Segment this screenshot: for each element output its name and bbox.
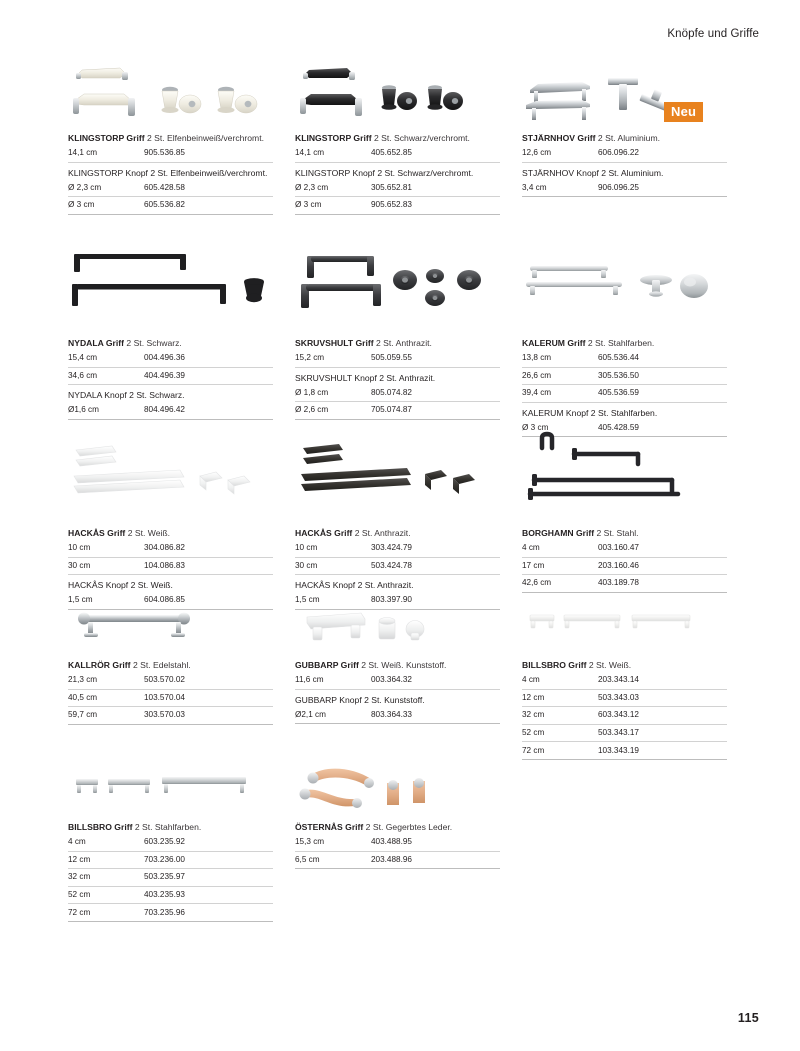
table-row[interactable]: 72 cm 103.343.19 bbox=[522, 742, 727, 760]
product-image-billsbro-stahlfarben bbox=[68, 757, 273, 819]
table-row[interactable]: 40,5 cm 103.570.04 bbox=[68, 690, 273, 708]
table-row[interactable]: 3,4 cm 906.096.25 bbox=[522, 180, 727, 198]
page-number: 115 bbox=[737, 1011, 759, 1025]
product-name: HACKÅS Knopf 2 St. Anthrazit. bbox=[295, 580, 414, 591]
variant-table bbox=[295, 834, 500, 869]
table-row[interactable]: Ø1,6 cm 804.496.42 bbox=[68, 402, 273, 420]
product-name: KLINGSTORP Knopf 2 St. Elfenbeinweiß/verchromt. bbox=[68, 167, 268, 178]
variant-table bbox=[295, 385, 500, 420]
table-row[interactable]: Ø 2,3 cm 305.652.81 bbox=[295, 180, 500, 198]
product-name: STJÄRNHOV Griff 2 St. Aluminium. bbox=[522, 133, 661, 143]
table-row[interactable]: Ø 2,3 cm 605.428.58 bbox=[68, 180, 273, 198]
table-row[interactable]: 72 cm 703.235.96 bbox=[68, 904, 273, 922]
product-block-skruvshult[interactable] bbox=[295, 240, 500, 420]
product-image-kallror bbox=[68, 595, 273, 657]
table-row[interactable]: 4 cm 203.343.14 bbox=[522, 672, 727, 690]
product-block-kallror[interactable] bbox=[68, 595, 273, 725]
product-image-nydala bbox=[68, 240, 273, 335]
table-row[interactable]: 17 cm 203.160.46 bbox=[522, 558, 727, 576]
table-row[interactable]: Ø 3 cm 905.652.83 bbox=[295, 197, 500, 215]
product-image-hackas-weiss bbox=[68, 430, 273, 525]
variant-table bbox=[522, 145, 727, 163]
product-name: BORGHAMN Griff 2 St. Stahl. bbox=[522, 528, 639, 538]
table-row[interactable]: 59,7 cm 303.570.03 bbox=[68, 707, 273, 725]
product-name: KALERUM Knopf 2 St. Stahlfarben. bbox=[522, 407, 658, 418]
product-block-kalerum[interactable] bbox=[522, 240, 727, 437]
product-name: NYDALA Knopf 2 St. Schwarz. bbox=[68, 390, 185, 401]
product-block-klingstorp-elfenbeinweiss[interactable] bbox=[68, 58, 273, 215]
table-row[interactable]: 13,8 cm 605.536.44 bbox=[522, 350, 727, 368]
variant-table bbox=[295, 707, 500, 725]
table-row[interactable]: 4 cm 003.160.47 bbox=[522, 540, 727, 558]
product-name: BILLSBRO Griff 2 St. Stahlfarben. bbox=[68, 822, 202, 832]
product-name: KALERUM Griff 2 St. Stahlfarben. bbox=[522, 338, 655, 348]
product-image-skruvshult bbox=[295, 240, 500, 335]
product-image-billsbro-weiss bbox=[522, 595, 727, 657]
table-row[interactable]: 1,5 cm 604.086.85 bbox=[68, 592, 273, 610]
table-row[interactable]: 39,4 cm 405.536.59 bbox=[522, 385, 727, 403]
table-row[interactable]: 30 cm 104.086.83 bbox=[68, 558, 273, 576]
product-block-borghamn[interactable] bbox=[522, 430, 727, 593]
product-name: KLINGSTORP Knopf 2 St. Schwarz/verchromt. bbox=[295, 167, 474, 178]
product-row bbox=[68, 757, 733, 917]
variant-table bbox=[522, 540, 727, 593]
variant-table bbox=[522, 180, 727, 198]
variant-table bbox=[68, 402, 273, 420]
variant-table bbox=[68, 672, 273, 725]
product-name: KALLRÖR Griff 2 St. Edelstahl. bbox=[68, 660, 191, 670]
table-row[interactable]: 15,3 cm 403.488.95 bbox=[295, 834, 500, 852]
variant-table bbox=[522, 350, 727, 403]
table-row[interactable]: 10 cm 303.424.79 bbox=[295, 540, 500, 558]
variant-table bbox=[295, 145, 500, 163]
product-name: HACKÅS Knopf 2 St. Weiß. bbox=[68, 580, 173, 591]
product-image-hackas-anthrazit bbox=[295, 430, 500, 525]
product-image-gubbarp bbox=[295, 595, 500, 657]
product-row bbox=[68, 595, 733, 757]
product-block-billsbro-stahlfarben[interactable] bbox=[68, 757, 273, 922]
product-block-klingstorp-schwarz[interactable] bbox=[295, 58, 500, 215]
table-row[interactable]: 12 cm 503.343.03 bbox=[522, 690, 727, 708]
table-row[interactable]: 26,6 cm 305.536.50 bbox=[522, 368, 727, 386]
product-name: HACKÅS Griff 2 St. Anthrazit. bbox=[295, 528, 411, 538]
product-block-hackas-anthrazit[interactable] bbox=[295, 430, 500, 610]
product-name: BILLSBRO Griff 2 St. Weiß. bbox=[522, 660, 632, 670]
table-row[interactable]: 34,6 cm 404.496.39 bbox=[68, 368, 273, 386]
product-name: SKRUVSHULT Griff 2 St. Anthrazit. bbox=[295, 338, 432, 348]
variant-table bbox=[68, 834, 273, 922]
variant-table bbox=[522, 672, 727, 760]
product-row bbox=[68, 240, 733, 430]
table-row[interactable]: 4 cm 603.235.92 bbox=[68, 834, 273, 852]
table-row[interactable]: 15,2 cm 505.059.55 bbox=[295, 350, 500, 368]
product-image-stjarnhov bbox=[522, 58, 727, 130]
table-row[interactable]: 32 cm 603.343.12 bbox=[522, 707, 727, 725]
variant-table bbox=[68, 145, 273, 163]
table-row[interactable]: Ø 1,8 cm 805.074.82 bbox=[295, 385, 500, 403]
product-name: GUBBARP Knopf 2 St. Kunststoff. bbox=[295, 694, 425, 705]
table-row[interactable]: 12 cm 703.236.00 bbox=[68, 852, 273, 870]
product-name: SKRUVSHULT Knopf 2 St. Anthrazit. bbox=[295, 372, 436, 383]
table-row[interactable]: 11,6 cm 003.364.32 bbox=[295, 672, 500, 690]
product-block-nydala[interactable] bbox=[68, 240, 273, 420]
product-row bbox=[68, 58, 733, 240]
page-title: Knöpfe und Griffe bbox=[667, 28, 759, 40]
status-badge-neu: Neu bbox=[664, 102, 703, 122]
product-name: ÖSTERNÅS Griff 2 St. Gegerbtes Leder. bbox=[295, 822, 453, 832]
table-row[interactable]: 15,4 cm 004.496.36 bbox=[68, 350, 273, 368]
variant-table bbox=[68, 350, 273, 385]
table-row[interactable]: Ø 2,6 cm 705.074.87 bbox=[295, 402, 500, 420]
variant-table bbox=[68, 180, 273, 215]
table-row[interactable]: 10 cm 304.086.82 bbox=[68, 540, 273, 558]
product-image-osternas bbox=[295, 757, 500, 819]
variant-table bbox=[68, 540, 273, 575]
product-name: GUBBARP Griff 2 St. Weiß. Kunststoff. bbox=[295, 660, 447, 670]
product-image-klingstorp-elfenbeinweiss bbox=[68, 58, 273, 130]
table-row[interactable]: Ø2,1 cm 803.364.33 bbox=[295, 707, 500, 725]
table-row[interactable]: 32 cm 503.235.97 bbox=[68, 869, 273, 887]
product-name: KLINGSTORP Griff 2 St. Elfenbeinweiß/verchromt. bbox=[68, 133, 264, 143]
variant-table bbox=[295, 540, 500, 575]
product-block-billsbro-weiss[interactable] bbox=[522, 595, 727, 760]
product-grid bbox=[68, 58, 733, 917]
product-block-osternas[interactable] bbox=[295, 757, 500, 869]
product-image-klingstorp-schwarz bbox=[295, 58, 500, 130]
product-block-gubbarp[interactable] bbox=[295, 595, 500, 724]
table-row[interactable]: 52 cm 503.343.17 bbox=[522, 725, 727, 743]
variant-table bbox=[295, 180, 500, 215]
product-name: KLINGSTORP Griff 2 St. Schwarz/verchromt. bbox=[295, 133, 470, 143]
product-row bbox=[68, 430, 733, 605]
table-row[interactable]: 52 cm 403.235.93 bbox=[68, 887, 273, 905]
product-block-hackas-weiss[interactable] bbox=[68, 430, 273, 610]
table-row[interactable]: 21,3 cm 503.570.02 bbox=[68, 672, 273, 690]
table-row[interactable]: 14,1 cm 905.536.85 bbox=[68, 145, 273, 163]
table-row[interactable]: 30 cm 503.424.78 bbox=[295, 558, 500, 576]
product-name: STJÄRNHOV Knopf 2 St. Aluminium. bbox=[522, 167, 664, 178]
product-block-stjarnhov[interactable] bbox=[522, 58, 727, 197]
product-name: NYDALA Griff 2 St. Schwarz. bbox=[68, 338, 182, 348]
product-name: HACKÅS Griff 2 St. Weiß. bbox=[68, 528, 171, 538]
product-image-borghamn bbox=[522, 430, 727, 525]
variant-table bbox=[295, 672, 500, 690]
table-row[interactable]: 42,6 cm 403.189.78 bbox=[522, 575, 727, 593]
table-row[interactable]: Ø 3 cm 405.428.59 bbox=[522, 420, 727, 438]
table-row[interactable]: 12,6 cm 606.096.22 bbox=[522, 145, 727, 163]
table-row[interactable]: 14,1 cm 405.652.85 bbox=[295, 145, 500, 163]
variant-table bbox=[295, 350, 500, 368]
table-row[interactable]: 1,5 cm 803.397.90 bbox=[295, 592, 500, 610]
table-row[interactable]: Ø 3 cm 605.536.82 bbox=[68, 197, 273, 215]
product-image-kalerum bbox=[522, 240, 727, 335]
table-row[interactable]: 6,5 cm 203.488.96 bbox=[295, 852, 500, 870]
